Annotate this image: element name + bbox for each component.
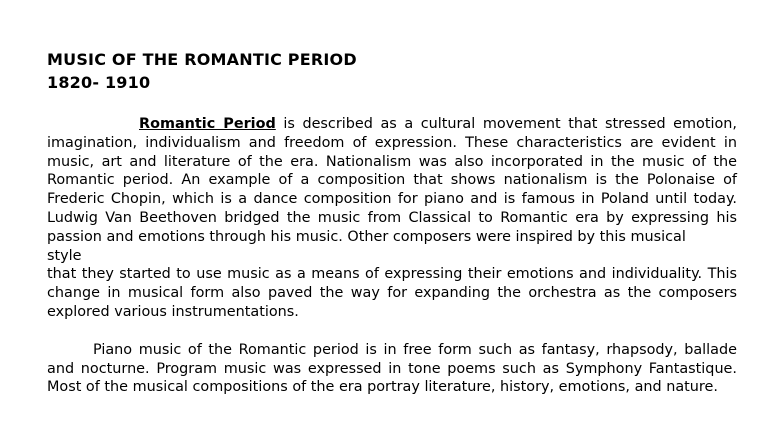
paragraph-1-continued: [47, 265, 737, 321]
term-romantic-period: Romantic Period: [139, 116, 276, 132]
document-title: [47, 48, 737, 94]
document-page: [47, 48, 737, 397]
paragraph-1-text-a: is described as a cultural movement that stressed emotion, imagination, individualism and freedom of expression. These characteristics are evident in music, art and literature of the era. Nationalism was also incorporated in the music of the Romantic period. An example of a composition that shows nationalism is the Polonaise of Frederic Chopin, which is a dance composition for piano and is famous in Poland until today. Ludwig Van Beethoven bridged the music from Classical to Romantic era by expressing his passion and emotions through his music. Other composers were inspired by this musical: [47, 116, 737, 245]
title-line-1: MUSIC OF THE ROMANTIC PERIOD: [47, 50, 357, 69]
paragraph-2-text: Piano music of the Romantic period is in free form such as fantasy, rhapsody, ballade and nocturne. Program music was expressed in tone poems such as Symphony Fantastique. Most of the musical compositions of the era portray literature, history, emotions, and nature.: [47, 341, 737, 396]
paragraph-romantic-period: [47, 115, 737, 247]
paragraph-piano-music: [47, 341, 737, 397]
paragraph-1-style-line: [47, 247, 737, 266]
paragraph-1-text-c: that they started to use music as a means of expressing their emotions and individuality. This change in musical form also paved the way for expanding the orchestra as the composers explored various instrumentations.: [47, 266, 737, 320]
title-line-2: 1820- 1910: [47, 73, 151, 92]
paragraph-1-text-b: style: [47, 247, 82, 264]
